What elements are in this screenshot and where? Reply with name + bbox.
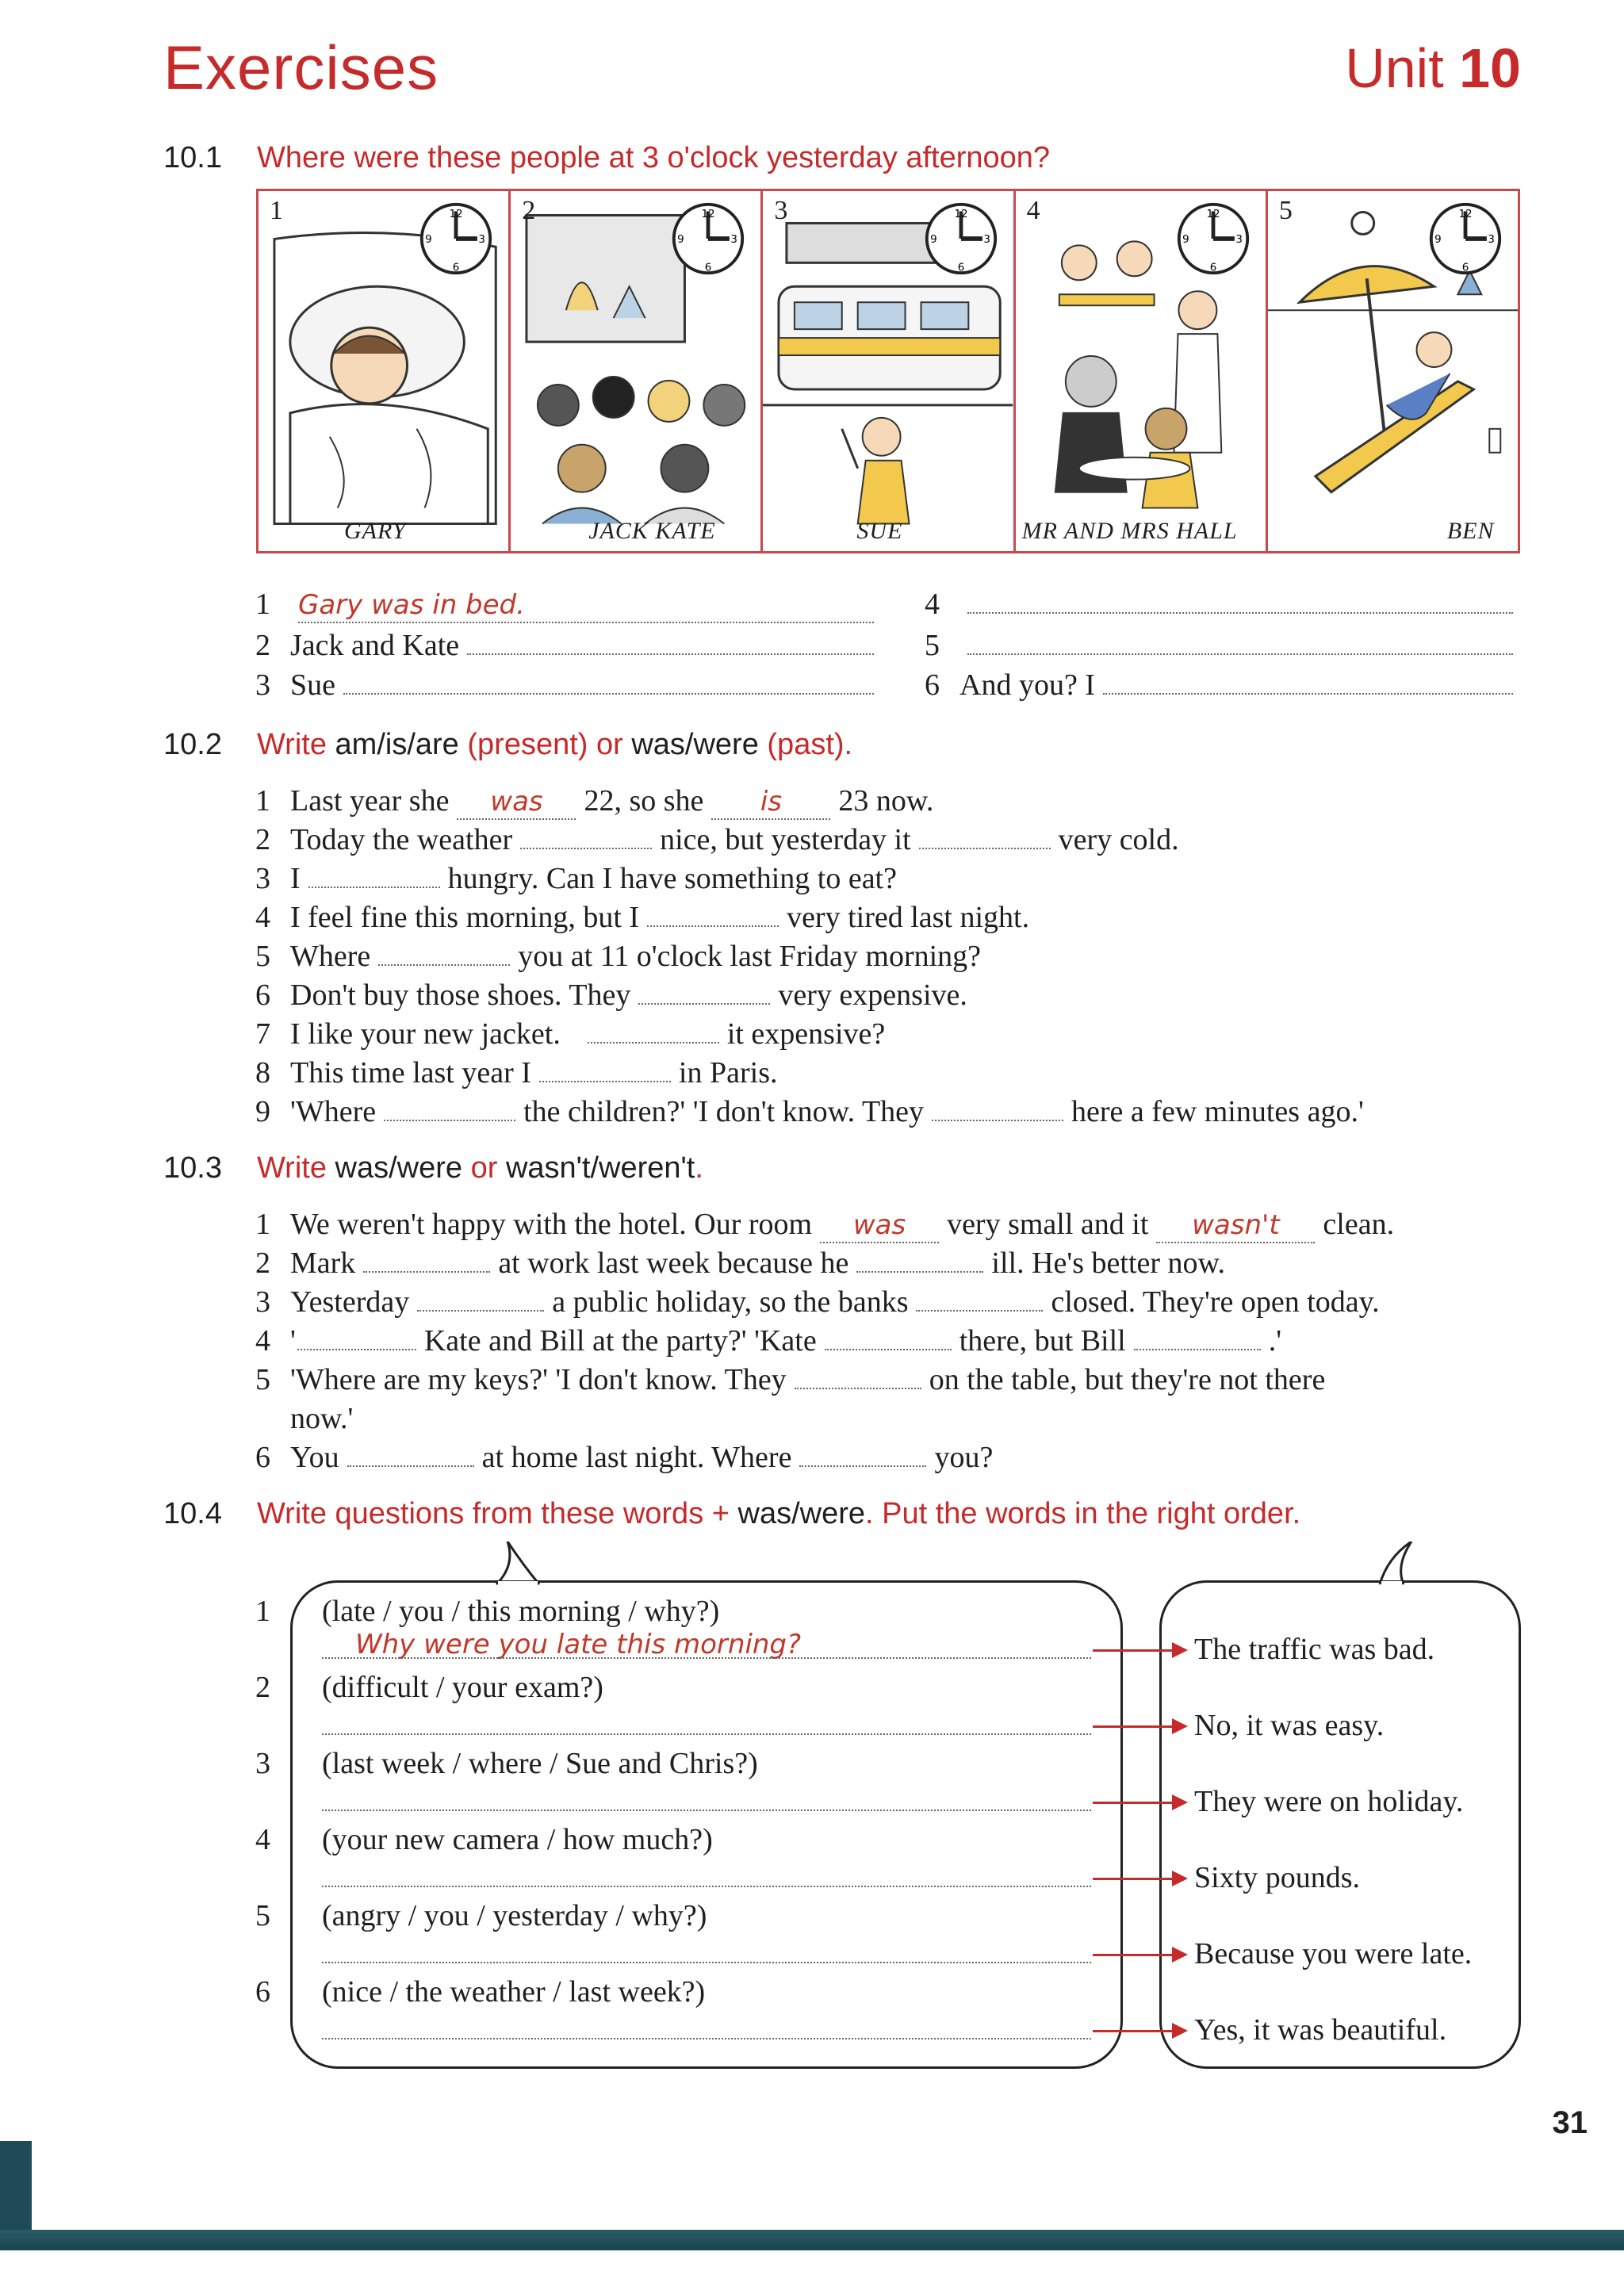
item-text: 23 now. [838, 784, 934, 818]
item-number: 6 [255, 1441, 270, 1474]
instruction-keyword: was/were [737, 1497, 865, 1530]
answer-field[interactable] [308, 887, 440, 888]
exercise-10-3-heading [163, 1151, 703, 1185]
arrow-icon [1093, 1649, 1185, 1652]
answer-text: is [760, 786, 782, 818]
panel-number: 2 [522, 196, 536, 225]
answer-field[interactable] [347, 1465, 474, 1467]
item-text: 'Where are my keys?' 'I don't know. They [290, 1363, 787, 1396]
answer-field[interactable] [967, 653, 1513, 655]
answer-field[interactable] [322, 1733, 1091, 1735]
picture-panel-1 [259, 191, 511, 551]
answer-field[interactable] [297, 1349, 416, 1350]
item-number: 1 [255, 1208, 270, 1241]
reply-text: No, it was easy. [1194, 1709, 1385, 1742]
ex3-item-2 [255, 1246, 1225, 1281]
item-number: 5 [925, 629, 940, 662]
ex2-item-4 [255, 900, 1029, 935]
answer-field[interactable] [363, 1271, 490, 1273]
item-text: This time last year I [290, 1056, 531, 1090]
item-text: Don't buy those shoes. They [290, 978, 631, 1012]
item-number: 3 [255, 1285, 270, 1319]
item-number: 3 [255, 668, 270, 702]
clock-icon [1427, 201, 1503, 277]
item-text: I like your new jacket. [290, 1017, 561, 1051]
exercise-10-2-heading [163, 728, 852, 762]
ex3-item-1 [255, 1207, 1394, 1243]
svg-text:3: 3 [1235, 233, 1243, 246]
instruction-text: Write [257, 1151, 335, 1185]
answer-text: wasn't [1192, 1209, 1280, 1241]
svg-text:9: 9 [677, 233, 685, 246]
ex1-item-6 [925, 668, 1521, 703]
svg-text:6: 6 [705, 262, 712, 274]
unit-label: Unit [1345, 37, 1444, 99]
item-text: You [290, 1441, 339, 1474]
svg-text:9: 9 [1434, 233, 1442, 246]
exercise-number: 10.2 [163, 728, 222, 761]
instruction-keyword: was/were [631, 728, 759, 761]
answer-field[interactable] [322, 1962, 1091, 1963]
ex1-item-4 [925, 587, 1521, 622]
footer-bar [0, 2230, 1624, 2250]
answer-text: was [852, 1209, 906, 1241]
picture-panel-5 [1268, 191, 1518, 551]
instruction-keyword: wasn't/weren't [505, 1151, 695, 1185]
exercise-number: 10.4 [163, 1497, 222, 1530]
reply-text: Yes, it was beautiful. [1194, 2013, 1447, 2047]
item-number: 5 [255, 1363, 270, 1396]
ex2-item-5 [255, 939, 981, 974]
clock-icon [1175, 201, 1251, 277]
svg-text:3: 3 [730, 233, 738, 246]
panel-caption: SUE [856, 518, 903, 544]
panel-number: 4 [1026, 196, 1040, 225]
item-number: 3 [255, 862, 270, 895]
svg-text:12: 12 [449, 209, 463, 221]
item-text: you at 11 o'clock last Friday morning? [518, 940, 982, 973]
item-prefix: Jack and Kate [290, 629, 460, 662]
question-prompt: (difficult / your exam?) [322, 1671, 603, 1704]
svg-text:9: 9 [425, 233, 432, 246]
instruction-text: Write questions from these words + [257, 1497, 738, 1530]
ex2-item-7 [255, 1017, 885, 1051]
ex3-item-5-continued [290, 1401, 353, 1436]
item-text: there, but Bill [959, 1324, 1126, 1358]
item-number: 2 [255, 629, 270, 662]
item-text: .' [1268, 1324, 1282, 1358]
answer-field[interactable] [322, 1810, 1091, 1811]
item-number: 5 [255, 1899, 270, 1932]
answer-field[interactable] [856, 1271, 983, 1273]
speech-bubble-tail-icon [1364, 1541, 1427, 1586]
ex2-item-6 [255, 978, 967, 1013]
item-number: 4 [925, 588, 940, 621]
item-text: on the table, but they're not there [929, 1363, 1326, 1396]
ex2-item-8 [255, 1055, 777, 1090]
item-text: Today the weather [290, 823, 513, 856]
item-text: I [290, 862, 301, 895]
item-text: the children?' 'I don't know. They [523, 1095, 925, 1128]
question-prompt: (your new camera / how much?) [322, 1823, 713, 1856]
exercise-number: 10.1 [163, 141, 222, 174]
reply-text: The traffic was bad. [1194, 1633, 1435, 1666]
answer-field[interactable] [919, 848, 1051, 849]
ex1-item-3 [255, 668, 882, 703]
question-prompt: (late / you / this morning / why?) [322, 1595, 720, 1628]
answer-field[interactable] [820, 1207, 939, 1243]
picture-strip [256, 189, 1520, 553]
answer-text: was [490, 786, 543, 818]
svg-text:3: 3 [478, 233, 486, 246]
answer-field[interactable] [825, 1349, 952, 1350]
item-text: very cold. [1058, 823, 1179, 856]
item-text: We weren't happy with the hotel. Our room [290, 1208, 813, 1241]
svg-text:6: 6 [1209, 262, 1217, 274]
item-number: 1 [255, 588, 270, 621]
panel-caption: MR AND MRS HALL [1021, 518, 1238, 544]
arrow-icon [1093, 1802, 1185, 1804]
question-prompt: (nice / the weather / last week?) [322, 1975, 706, 2009]
item-number: 8 [255, 1056, 270, 1090]
question-prompt: (last week / where / Sue and Chris?) [322, 1747, 758, 1780]
answer-field[interactable] [322, 1657, 1091, 1659]
answer-field[interactable] [539, 1081, 671, 1082]
picture-panel-3 [763, 191, 1015, 551]
item-text: closed. They're open today. [1051, 1285, 1380, 1319]
item-text: nice, but yesterday it [660, 823, 911, 856]
picture-panel-4 [1016, 191, 1268, 551]
ex2-item-2 [255, 822, 1179, 857]
item-prefix: And you? I [959, 668, 1095, 702]
page-number: 31 [1552, 2105, 1588, 2140]
ex3-item-4 [255, 1323, 1281, 1358]
item-text: you? [934, 1441, 994, 1474]
instruction-text: or [462, 1151, 506, 1185]
picture-panel-2 [511, 191, 763, 551]
speech-bubble-tail-icon [492, 1541, 555, 1586]
arrow-icon [1093, 1878, 1185, 1880]
item-number: 6 [925, 668, 940, 702]
item-text: 22, so she [584, 784, 704, 818]
panel-caption: BEN [1446, 518, 1495, 544]
item-text: very small and it [947, 1208, 1149, 1241]
item-number: 6 [255, 1975, 270, 2009]
item-text: clean. [1323, 1208, 1395, 1241]
clock-icon [418, 201, 494, 277]
item-number: 2 [255, 823, 270, 856]
item-text: Kate and Bill at the party?' 'Kate [423, 1324, 817, 1358]
item-number: 2 [255, 1247, 270, 1280]
item-text: it expensive? [726, 1017, 886, 1051]
item-number: 9 [255, 1095, 270, 1128]
svg-text:12: 12 [701, 209, 715, 221]
arrow-icon [1093, 2030, 1185, 2032]
answer-field[interactable] [343, 693, 874, 695]
item-text: in Paris. [678, 1056, 778, 1090]
svg-text:3: 3 [1488, 233, 1495, 246]
ex1-item-5 [925, 628, 1521, 663]
instruction-keyword: was/were [335, 1151, 463, 1185]
ex2-item-1 [255, 783, 933, 820]
svg-text:12: 12 [1458, 209, 1473, 221]
item-number: 4 [255, 1324, 270, 1358]
item-text: Yesterday [290, 1285, 410, 1319]
answer-field[interactable] [1156, 1207, 1315, 1243]
instruction-keyword: am/is/are [335, 728, 459, 761]
item-text: here a few minutes ago.' [1071, 1095, 1364, 1128]
item-text: ' [290, 1324, 296, 1358]
arrow-icon [1093, 1954, 1185, 1956]
svg-text:9: 9 [1182, 233, 1189, 246]
answer-field[interactable] [638, 1003, 770, 1005]
item-text: a public holiday, so the banks [552, 1285, 909, 1319]
question-prompt: (angry / you / yesterday / why?) [322, 1899, 707, 1932]
ex1-item-2 [255, 628, 882, 663]
answer-field[interactable] [1134, 1349, 1261, 1350]
panel-caption: JACK KATE [588, 518, 716, 544]
exercise-number: 10.3 [163, 1151, 222, 1185]
ex2-item-9 [255, 1094, 1364, 1129]
panel-number: 1 [270, 196, 283, 225]
instruction-text: (present) or [458, 728, 632, 761]
exercise-instruction: Where were these people at 3 o'clock yesterday afternoon? [257, 141, 1051, 174]
answer-field[interactable] [378, 964, 510, 966]
svg-text:6: 6 [1461, 262, 1469, 274]
item-number: 3 [255, 1747, 270, 1780]
answer-field[interactable] [1103, 693, 1513, 695]
answer-field[interactable] [916, 1310, 1043, 1312]
item-number: 4 [255, 1823, 270, 1856]
clock-icon [670, 201, 746, 277]
reply-text: Because you were late. [1194, 1937, 1473, 1970]
answer-field[interactable] [322, 1886, 1091, 1887]
svg-text:6: 6 [452, 262, 460, 274]
clock-icon [923, 201, 999, 277]
instruction-text: Write [257, 728, 335, 761]
panel-number: 3 [774, 196, 788, 225]
exercise-10-1-heading [163, 141, 1050, 175]
answer-field[interactable] [967, 612, 1513, 614]
item-text: ill. He's better now. [991, 1247, 1225, 1280]
ex1-item-1 [255, 587, 882, 623]
item-number: 4 [255, 901, 270, 934]
item-text: Where [290, 940, 371, 973]
page-title: Exercises [163, 33, 439, 102]
item-text: Mark [290, 1247, 356, 1280]
item-number: 5 [255, 940, 270, 973]
item-text: very expensive. [778, 978, 967, 1012]
answer-text: Gary was in bed. [298, 589, 525, 621]
svg-text:6: 6 [957, 262, 964, 274]
panel-number: 5 [1278, 196, 1293, 225]
answer-field[interactable] [520, 848, 652, 849]
ex3-item-6 [255, 1440, 993, 1475]
instruction-text: . [695, 1151, 703, 1185]
unit-number: 10 [1459, 37, 1521, 99]
unit-title [1345, 36, 1521, 100]
panel-caption: GARY [344, 518, 407, 544]
answer-field[interactable] [322, 2038, 1091, 2039]
item-text: Last year she [290, 784, 450, 818]
item-text: at work last week because he [498, 1247, 849, 1280]
item-text: hungry. Can I have something to eat? [447, 862, 897, 895]
svg-text:9: 9 [929, 233, 937, 246]
item-text: at home last night. Where [481, 1441, 792, 1474]
answer-field[interactable] [298, 587, 874, 623]
answer-field[interactable] [799, 1465, 926, 1467]
reply-text: Sixty pounds. [1194, 1861, 1361, 1894]
svg-text:12: 12 [1206, 209, 1220, 221]
ex3-item-3 [255, 1285, 1380, 1319]
answer-field[interactable] [647, 925, 779, 927]
item-text: 'Where [290, 1095, 377, 1128]
answer-field[interactable] [384, 1120, 515, 1121]
item-number: 1 [255, 784, 270, 818]
item-text: I feel fine this morning, but I [290, 901, 640, 934]
answer-field[interactable] [457, 783, 576, 820]
item-number: 7 [255, 1017, 270, 1051]
answer-field[interactable] [711, 783, 830, 820]
item-text: now.' [290, 1402, 354, 1435]
item-number: 1 [255, 1595, 270, 1628]
answer-field[interactable] [417, 1310, 544, 1312]
item-number: 6 [255, 978, 270, 1012]
svg-text:3: 3 [982, 233, 990, 246]
item-text: very tired last night. [787, 901, 1030, 934]
ex3-item-5 [255, 1362, 1325, 1397]
answer-field[interactable] [795, 1388, 921, 1389]
svg-text:12: 12 [954, 209, 968, 221]
arrow-icon [1093, 1725, 1185, 1728]
instruction-text: . Put the words in the right order. [865, 1497, 1301, 1530]
reply-text: They were on holiday. [1194, 1785, 1464, 1818]
answer-field[interactable] [588, 1042, 719, 1044]
item-prefix: Sue [290, 668, 335, 702]
answer-field[interactable] [932, 1120, 1063, 1121]
instruction-text: (past). [758, 728, 853, 761]
answer-field[interactable] [467, 653, 874, 655]
exercise-10-4-heading [163, 1497, 1300, 1531]
ex2-item-3 [255, 861, 897, 896]
answer-text: Why were you late this morning? [355, 1629, 802, 1660]
item-number: 2 [255, 1671, 270, 1704]
